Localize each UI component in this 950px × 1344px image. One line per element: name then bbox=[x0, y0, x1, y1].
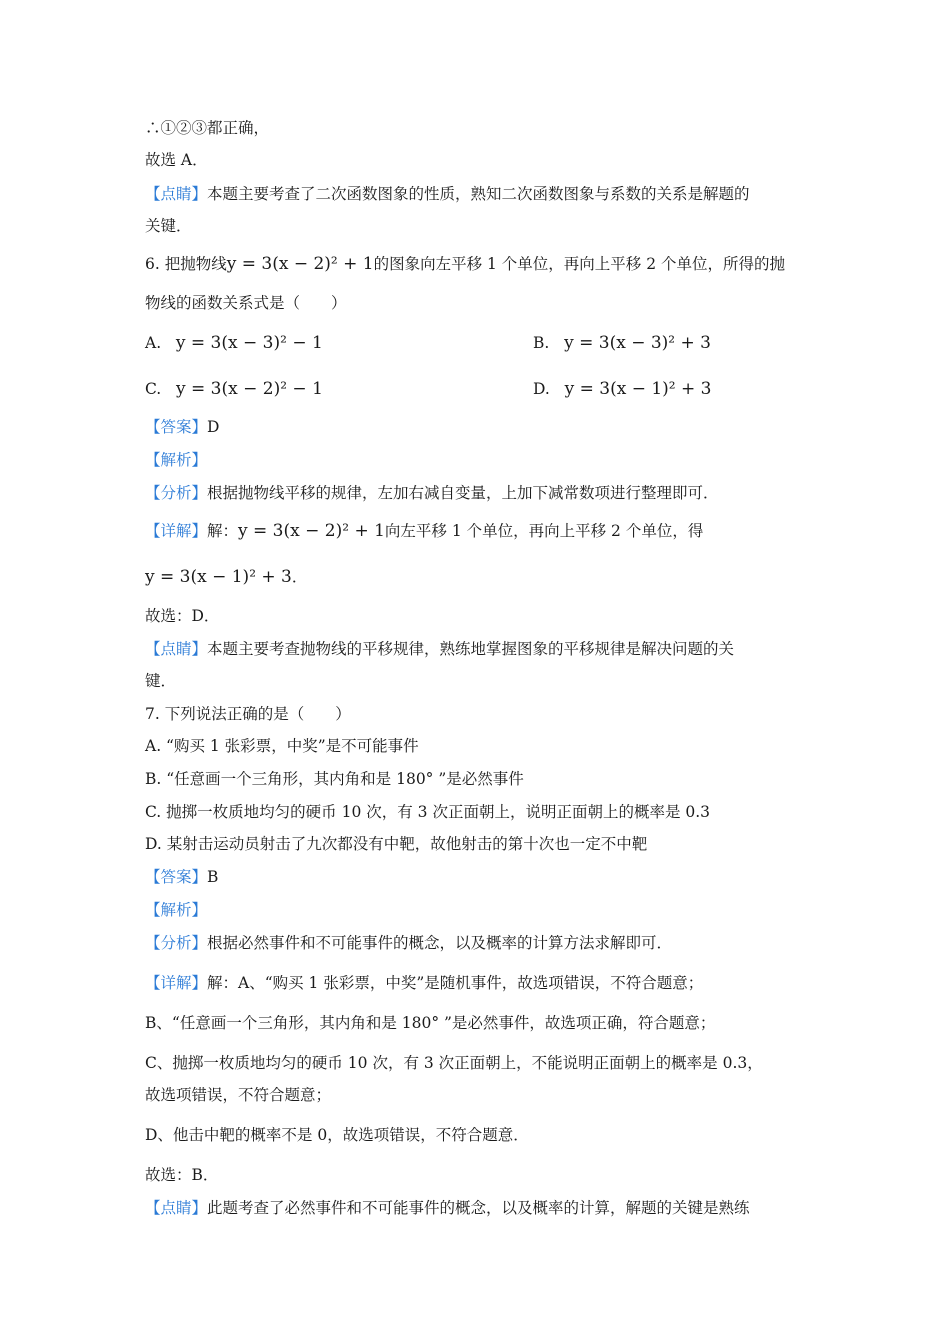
q6-comment-2: 键． bbox=[145, 672, 177, 690]
q7-detail-c: C、抛掷一枚质地均匀的硬币 10 次，有 3 次正面朝上，不能说明正面朝上的概率是 0.3， bbox=[145, 1054, 763, 1072]
q6-detail: 【详解】解：y = 3(x − 2)² + 1向左平移 1 个单位，再向上平移 2 个单位，得 bbox=[145, 521, 704, 541]
q6-option-b: B. y = 3(x − 3)² + 3 bbox=[533, 333, 711, 353]
q7-option-a: A. “购买 1 张彩票，中奖”是不可能事件 bbox=[145, 737, 419, 755]
q6-result: y = 3(x − 1)² + 3． bbox=[145, 567, 308, 587]
q6-answer: 【答案】D bbox=[145, 418, 220, 436]
comment-line: 【点睛】本题主要考查了二次函数图象的性质，熟知二次函数图象与系数的关系是解题的 bbox=[145, 185, 750, 203]
answer-choice-line: 故选 A． bbox=[145, 151, 208, 169]
q6-option-c: C. y = 3(x − 2)² − 1 bbox=[145, 379, 323, 399]
q7-option-b: B. “任意画一个三角形，其内角和是 180° ”是必然事件 bbox=[145, 770, 524, 788]
question-6-stem-2: 物线的函数关系式是（ ） bbox=[145, 294, 347, 312]
conclusion-line: ∴①②③都正确， bbox=[145, 119, 270, 137]
q7-detail-b: B、“任意画一个三角形，其内角和是 180° ”是必然事件，故选项正确，符合题意； bbox=[145, 1014, 716, 1032]
q6-comment: 【点睛】本题主要考查抛物线的平移规律，熟练地掌握图象的平移规律是解决问题的关 bbox=[145, 640, 735, 658]
q7-answer: 【答案】B bbox=[145, 868, 219, 886]
q7-analysis: 【分析】根据必然事件和不可能事件的概念，以及概率的计算方法求解即可． bbox=[145, 934, 673, 952]
question-7-stem: 7. 下列说法正确的是（ ） bbox=[145, 705, 351, 723]
comment-line-2: 关键． bbox=[145, 217, 192, 235]
question-6-stem: 6. 把抛物线y = 3(x − 2)² + 1的图象向左平移 1 个单位，再向上平移 2 个单位，所得的抛 bbox=[145, 254, 786, 274]
q7-option-c: C. 抛掷一枚质地均匀的硬币 10 次，有 3 次正面朝上，说明正面朝上的概率是 0.3 bbox=[145, 803, 711, 821]
q6-choice: 故选：D． bbox=[145, 607, 220, 625]
q6-option-a: A. y = 3(x − 3)² − 1 bbox=[145, 333, 323, 353]
q7-detail-d: D、他击中靶的概率不是 0，故选项错误，不符合题意． bbox=[145, 1126, 529, 1144]
q6-option-d: D. y = 3(x − 1)² + 3 bbox=[533, 379, 712, 399]
q7-analysis-heading: 【解析】 bbox=[145, 901, 208, 919]
q7-comment: 【点睛】此题考查了必然事件和不可能事件的概念，以及概率的计算，解题的关键是熟练 bbox=[145, 1199, 750, 1217]
q7-detail: 【详解】解：A、“购买 1 张彩票，中奖”是随机事件，故选项错误，不符合题意； bbox=[145, 974, 704, 992]
comment-tag: 【点睛】 bbox=[145, 185, 208, 203]
q6-analysis-heading: 【解析】 bbox=[145, 451, 208, 469]
q6-analysis: 【分析】根据抛物线平移的规律，左加右减自变量，上加下减常数项进行整理即可． bbox=[145, 484, 719, 502]
q7-option-d: D. 某射击运动员射击了九次都没有中靶，故他射击的第十次也一定不中靶 bbox=[145, 835, 648, 853]
q7-detail-c-2: 故选项错误，不符合题意； bbox=[145, 1086, 332, 1104]
q7-choice: 故选：B． bbox=[145, 1166, 219, 1184]
q6-equation: y = 3(x − 2)² + 1 bbox=[226, 254, 374, 274]
